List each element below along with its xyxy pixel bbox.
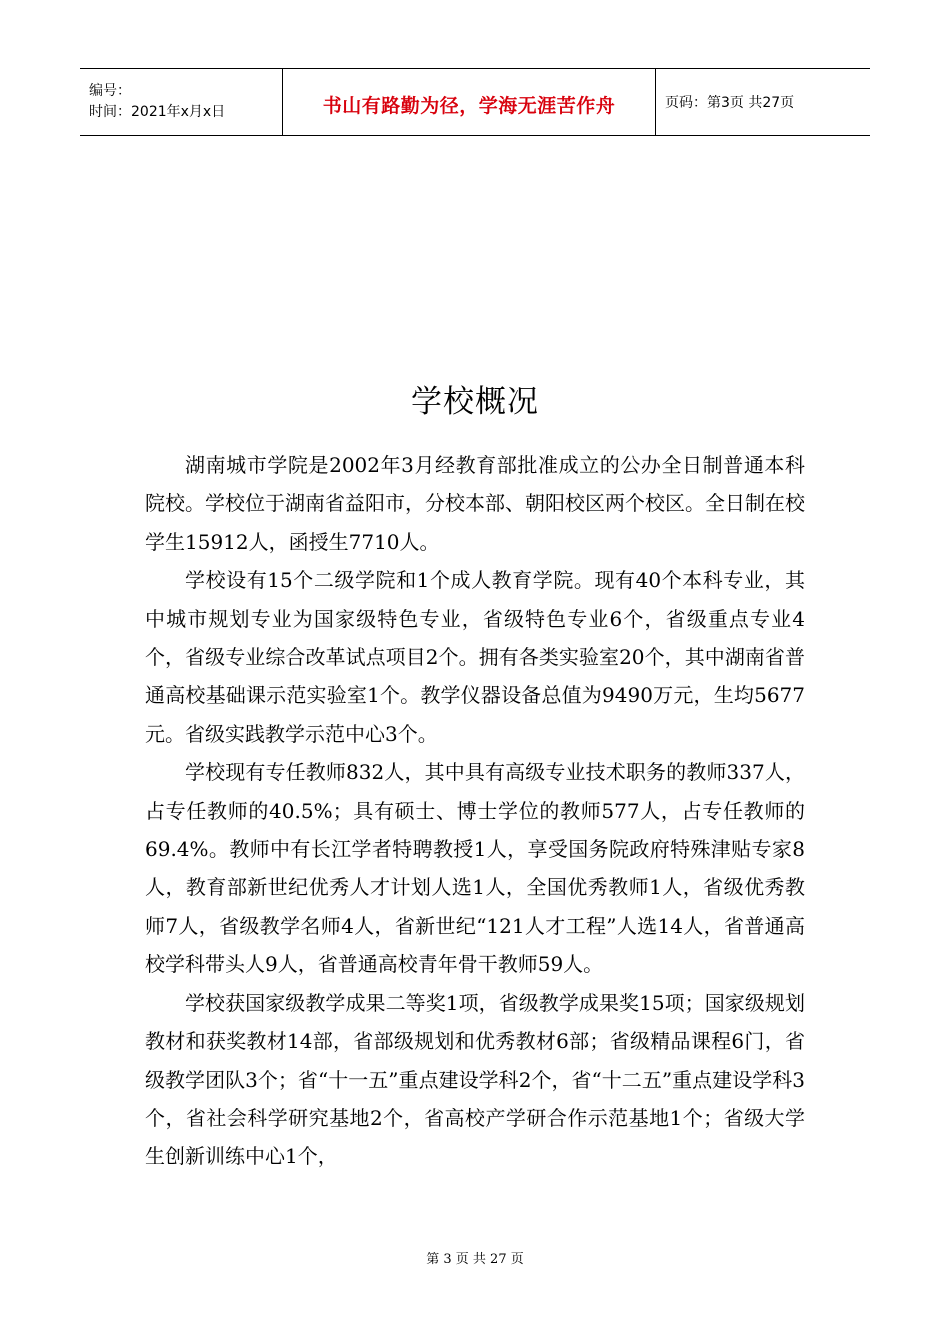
page-label: 页码：第3页 共27页 [665,95,795,111]
page-title: 学校概况 [411,384,539,420]
paragraph: 学校现有专任教师832人，其中具有高级专业技术职务的教师337人，占专任教师的40.5%；具有硕士、博士学位的教师577人，占专任教师的69.4%。教师中有长江学者特聘教授1人，享受国务院政府特殊津贴专家8人，教育部新世纪优秀人才计划人选1人，全国优秀教师1人，省级优秀教师7人，省级教学名师4人，省新世纪“121人才工程”人选14人，省普通高校学科带头人9人，省普通高校青年骨干教师59人。 [145,760,805,977]
number-label: 编号： [89,83,131,99]
page-footer: 第 3 页 共 27 页 [426,1252,524,1267]
header-page-cell [656,69,870,135]
paragraph: 学校获国家级教学成果二等奖1项，省级教学成果奖15项；国家级规划教材和获奖教材14部，省部级规划和优秀教材6部；省级精品课程6门，省级教学团队3个；省“十一五”重点建设学科2个，省“十二五”重点建设学科3个，省社会科学研究基地2个，省高校产学研合作示范基地1个；省级大学生创新训练中心1个， [145,990,805,1169]
motto: 书山有路勤为径，学海无涯苦作舟 [322,94,616,117]
header-meta [80,69,282,135]
paragraph: 学校设有15个二级学院和1个成人教育学院。现有40个本科专业，其中城市规划专业为国家级特色专业，省级特色专业6个，省级重点专业4个，省级专业综合改革试点项目2个。拥有各类实验室20个，其中湖南省普通高校基础课示范实验室1个。教学仪器设备总值为9490万元，生均5677元。省级实践教学示范中心3个。 [145,568,805,746]
body-text [145,446,805,1176]
paragraph: 湖南城市学院是2002年3月经教育部批准成立的公办全日制普通本科院校。学校位于湖南省益阳市，分校本部、朝阳校区两个校区。全日制在校学生15912人，函授生7710人。 [145,453,805,554]
header-motto-cell [282,69,656,135]
document-header [80,68,870,136]
time-label: 时间：2021年x月x日 [89,104,226,120]
